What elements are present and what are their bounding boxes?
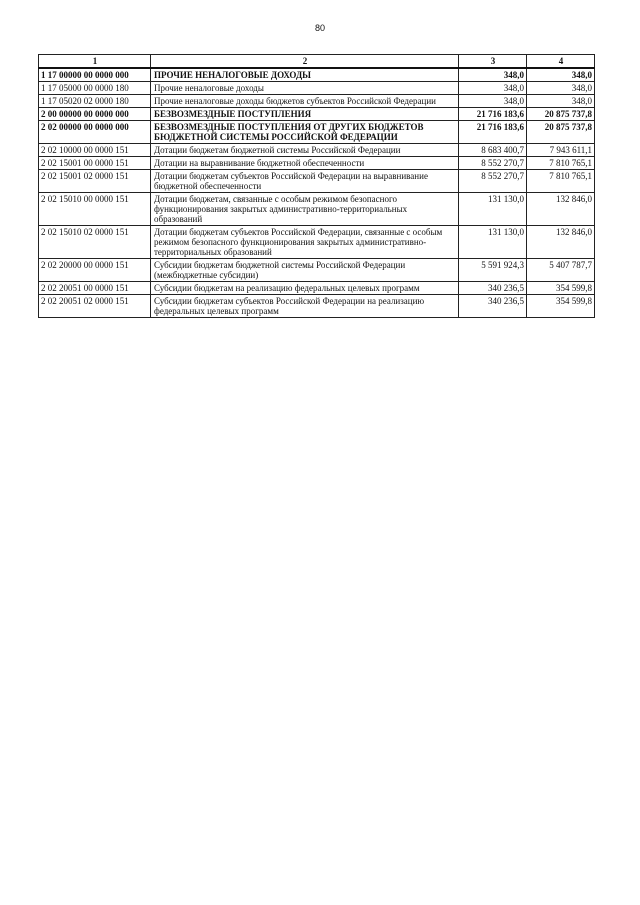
amount-cell-1: 340 236,5 — [459, 295, 527, 318]
item-name-cell: Прочие неналоговые доходы бюджетов субъектов Российской Федерации — [151, 95, 459, 108]
table-row — [39, 170, 595, 193]
column-header-name: 2 — [151, 55, 459, 69]
column-header-amount-2: 4 — [527, 55, 595, 69]
amount-cell-2: 132 846,0 — [527, 193, 595, 226]
table-row — [39, 82, 595, 95]
amount-cell-1: 348,0 — [459, 82, 527, 95]
amount-cell-2: 354 599,8 — [527, 282, 595, 295]
amount-cell-1: 348,0 — [459, 95, 527, 108]
budget-code-cell: 2 02 20051 00 0000 151 — [39, 282, 151, 295]
table-row — [39, 121, 595, 144]
amount-cell-2: 354 599,8 — [527, 295, 595, 318]
budget-code-cell: 2 02 00000 00 0000 000 — [39, 121, 151, 144]
amount-cell-2: 348,0 — [527, 68, 595, 82]
item-name-cell: БЕЗВОЗМЕЗДНЫЕ ПОСТУПЛЕНИЯ — [151, 108, 459, 121]
table-body — [39, 68, 595, 318]
amount-cell-1: 21 716 183,6 — [459, 121, 527, 144]
amount-cell-2: 348,0 — [527, 82, 595, 95]
budget-code-cell: 2 02 15010 00 0000 151 — [39, 193, 151, 226]
budget-code-cell: 2 02 20051 02 0000 151 — [39, 295, 151, 318]
amount-cell-2: 348,0 — [527, 95, 595, 108]
item-name-cell: Дотации на выравнивание бюджетной обеспеченности — [151, 157, 459, 170]
table-row — [39, 259, 595, 282]
budget-code-cell: 2 02 15001 00 0000 151 — [39, 157, 151, 170]
table-header-row — [39, 55, 595, 69]
amount-cell-1: 21 716 183,6 — [459, 108, 527, 121]
item-name-cell: Субсидии бюджетам бюджетной системы Российской Федерации (межбюджетные субсидии) — [151, 259, 459, 282]
column-header-amount-1: 3 — [459, 55, 527, 69]
budget-revenue-table — [38, 54, 595, 318]
table-row — [39, 68, 595, 82]
item-name-cell: Субсидии бюджетам на реализацию федеральных целевых программ — [151, 282, 459, 295]
budget-code-cell: 2 02 15010 02 0000 151 — [39, 226, 151, 259]
amount-cell-2: 5 407 787,7 — [527, 259, 595, 282]
item-name-cell: Дотации бюджетам, связанные с особым режимом безопасного функционирования закрытых административно-территориальных образований — [151, 193, 459, 226]
budget-code-cell: 2 02 10000 00 0000 151 — [39, 144, 151, 157]
item-name-cell: Дотации бюджетам субъектов Российской Федерации, связанные с особым режимом безопасного функционирования закрытых административно-территориальных образований — [151, 226, 459, 259]
table-row — [39, 193, 595, 226]
item-name-cell: БЕЗВОЗМЕЗДНЫЕ ПОСТУПЛЕНИЯ ОТ ДРУГИХ БЮДЖЕТОВ БЮДЖЕТНОЙ СИСТЕМЫ РОССИЙСКОЙ ФЕДЕРАЦИИ — [151, 121, 459, 144]
amount-cell-1: 131 130,0 — [459, 226, 527, 259]
budget-code-cell: 1 17 05000 00 0000 180 — [39, 82, 151, 95]
amount-cell-1: 8 552 270,7 — [459, 157, 527, 170]
amount-cell-2: 20 875 737,8 — [527, 108, 595, 121]
budget-code-cell: 1 17 00000 00 0000 000 — [39, 68, 151, 82]
amount-cell-1: 5 591 924,3 — [459, 259, 527, 282]
amount-cell-1: 8 683 400,7 — [459, 144, 527, 157]
budget-code-cell: 2 02 20000 00 0000 151 — [39, 259, 151, 282]
table-row — [39, 108, 595, 121]
amount-cell-2: 132 846,0 — [527, 226, 595, 259]
table-row — [39, 144, 595, 157]
table-row — [39, 282, 595, 295]
amount-cell-1: 8 552 270,7 — [459, 170, 527, 193]
amount-cell-1: 340 236,5 — [459, 282, 527, 295]
amount-cell-2: 7 943 611,1 — [527, 144, 595, 157]
amount-cell-1: 348,0 — [459, 68, 527, 82]
amount-cell-2: 7 810 765,1 — [527, 157, 595, 170]
item-name-cell: Дотации бюджетам бюджетной системы Российской Федерации — [151, 144, 459, 157]
budget-code-cell: 2 00 00000 00 0000 000 — [39, 108, 151, 121]
column-header-code: 1 — [39, 55, 151, 69]
amount-cell-2: 7 810 765,1 — [527, 170, 595, 193]
amount-cell-2: 20 875 737,8 — [527, 121, 595, 144]
amount-cell-1: 131 130,0 — [459, 193, 527, 226]
budget-code-cell: 1 17 05020 02 0000 180 — [39, 95, 151, 108]
item-name-cell: ПРОЧИЕ НЕНАЛОГОВЫЕ ДОХОДЫ — [151, 68, 459, 82]
item-name-cell: Субсидии бюджетам субъектов Российской Федерации на реализацию федеральных целевых программ — [151, 295, 459, 318]
table-row — [39, 157, 595, 170]
table-row — [39, 95, 595, 108]
item-name-cell: Прочие неналоговые доходы — [151, 82, 459, 95]
item-name-cell: Дотации бюджетам субъектов Российской Федерации на выравнивание бюджетной обеспеченности — [151, 170, 459, 193]
budget-code-cell: 2 02 15001 02 0000 151 — [39, 170, 151, 193]
table-row — [39, 226, 595, 259]
page-number: 80 — [314, 23, 325, 33]
table-row — [39, 295, 595, 318]
